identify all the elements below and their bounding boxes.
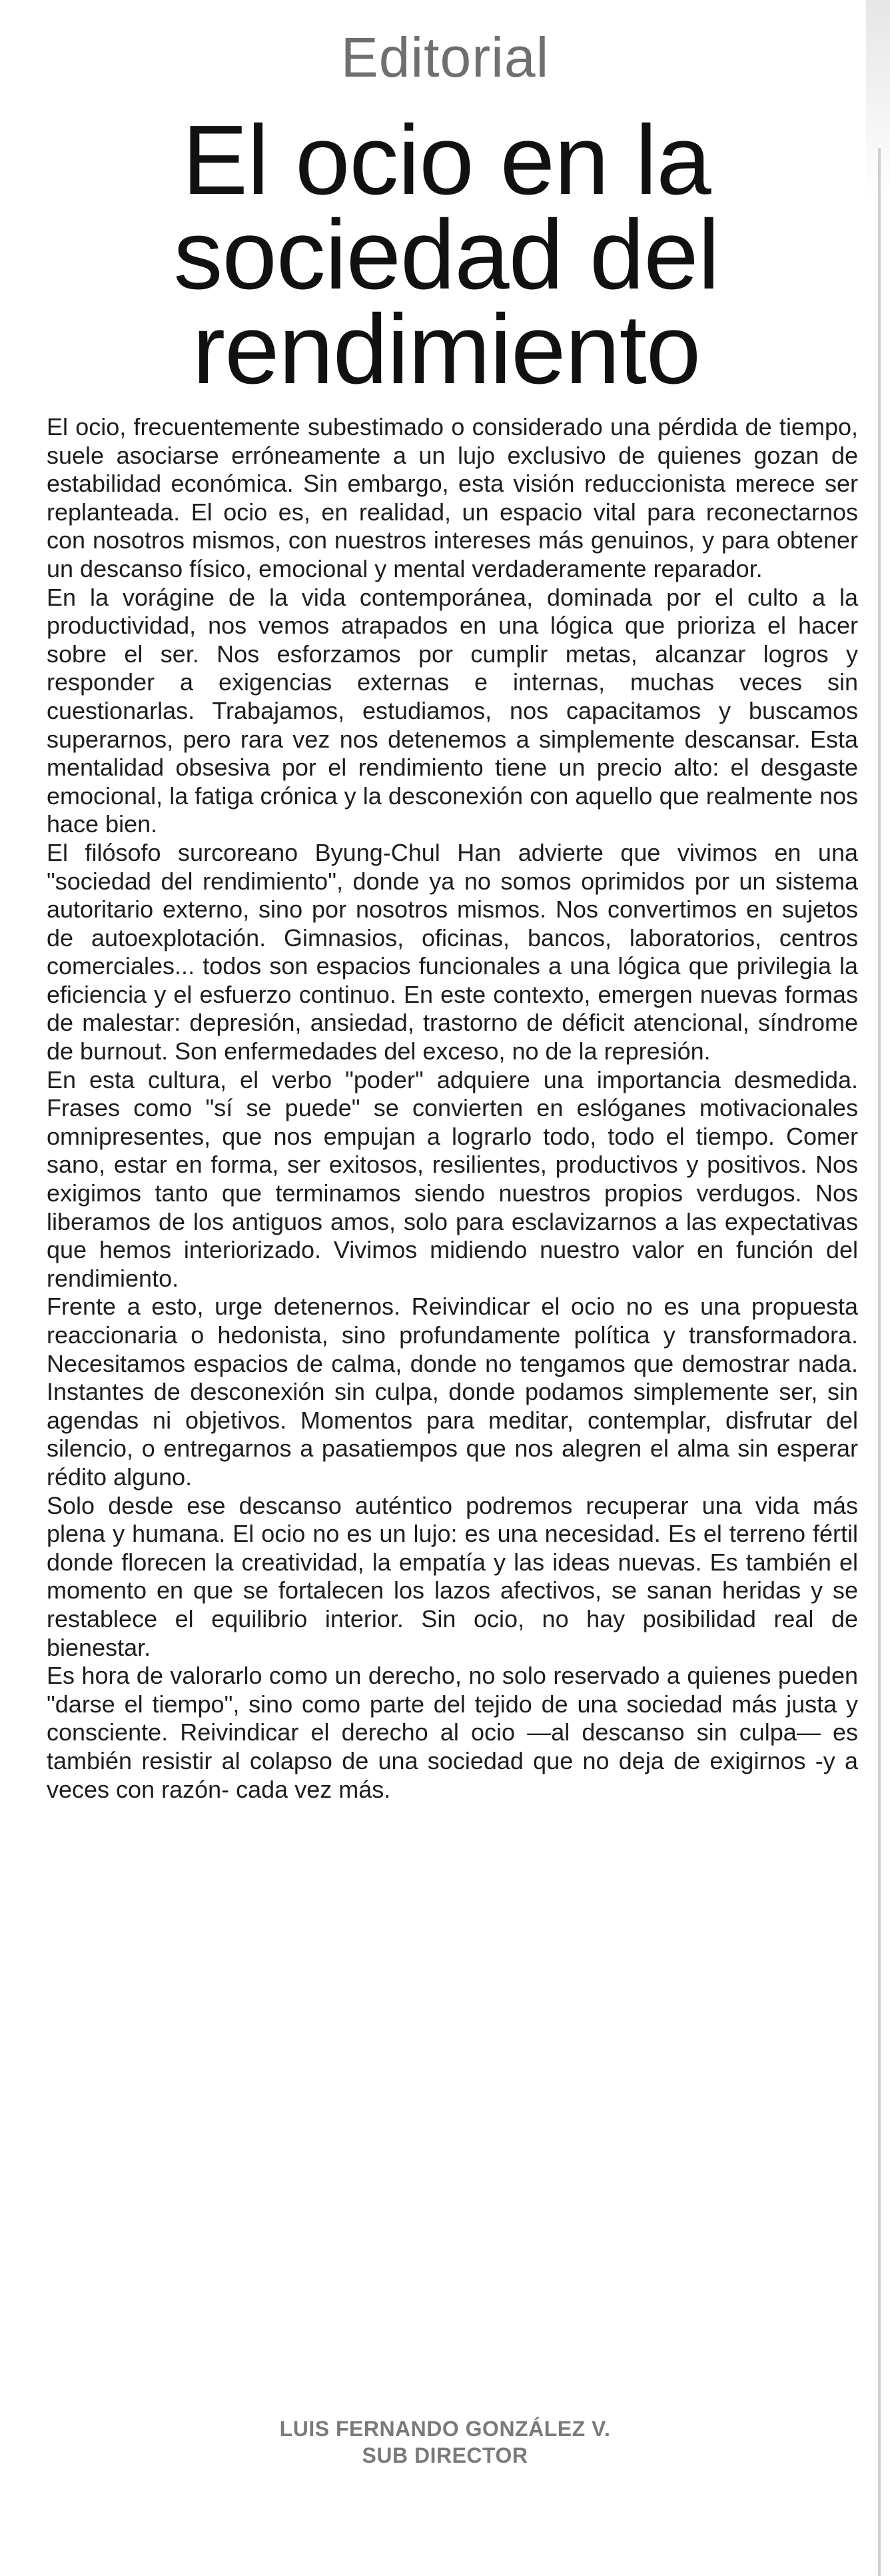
- column-divider: [878, 148, 881, 2576]
- paragraph: Solo desde ese descanso auténtico podremos recuperar una vida más plena y humana. El ocio no es un lujo: es una necesidad. Es el terreno fértil donde florecen la creatividad, la empatía y las ideas nuevas. Es también el momento en que se fortalecen los lazos afectivos, se sanan heridas y se restablece el equilibrio interior. Sin ocio, no hay posibilidad real de bienestar.: [47, 1491, 858, 1661]
- author-signature: [0, 2415, 890, 2469]
- article-body: [47, 413, 858, 1804]
- paragraph: El filósofo surcoreano Byung-Chul Han advierte que vivimos en una "sociedad del rendimiento", donde ya no somos oprimidos por un sistema autoritario externo, sino por nosotros mismos. Nos convertimos en sujetos de autoexplotación. Gimnasios, oficinas, bancos, laboratorios, centros comerciales... todos son espacios funcionales a una lógica que privilegia la eficiencia y el esfuerzo continuo. En este contexto, emergen nuevas formas de malestar: depresión, ansiedad, trastorno de déficit atencional, síndrome de burnout. Son enfermedades del exceso, no de la represión.: [47, 838, 858, 1065]
- author-role: SUB DIRECTOR: [362, 2443, 528, 2467]
- paragraph: En esta cultura, el verbo "poder" adquiere una importancia desmedida. Frases como "sí se puede" se convierten en eslóganes motivacionales omnipresentes, que nos empujan a lograrlo todo, todo el tiempo. Comer sano, estar en forma, ser exitosos, resilientes, productivos y positivos. Nos exigimos tanto que terminamos siendo nuestros propios verdugos. Nos liberamos de los antiguos amos, solo para esclavizarnos a las expectativas que hemos interiorizado. Vivimos midiendo nuestro valor en función del rendimiento.: [47, 1065, 858, 1292]
- paragraph: Frente a esto, urge detenernos. Reivindicar el ocio no es una propuesta reaccionaria o hedonista, sino profundamente política y transformadora. Necesitamos espacios de calma, donde no tengamos que demostrar nada. Instantes de desconexión sin culpa, donde podamos simplemente ser, sin agendas ni objetivos. Momentos para meditar, contemplar, disfrutar del silencio, o entregarnos a pasatiempos que nos alegren el alma sin esperar rédito alguno.: [47, 1293, 858, 1491]
- author-name: LUIS FERNANDO GONZÁLEZ V.: [279, 2417, 611, 2441]
- headline: El ocio en la sociedad del rendimiento: [173, 105, 719, 404]
- paragraph: El ocio, frecuentemente subestimado o considerado una pérdida de tiempo, suele asociarse erróneamente a un lujo exclusivo de quienes gozan de estabilidad económica. Sin embargo, esta visión reduccionista merece ser replanteada. El ocio es, en realidad, un espacio vital para reconectarnos con nosotros mismos, con nuestros intereses más genuinos, y para obtener un descanso físico, emocional y mental verdaderamente reparador.: [47, 413, 858, 582]
- section-label: Editorial: [340, 26, 550, 89]
- paragraph: Es hora de valorarlo como un derecho, no solo reservado a quienes pueden "darse el tiempo", sino como parte del tejido de una sociedad más justa y consciente. Reivindicar el derecho al ocio —al descanso sin culpa— es también resistir al colapso de una sociedad que no deja de exigirnos -y a veces con razón- cada vez más.: [47, 1662, 858, 1803]
- paragraph: En la vorágine de la vida contemporánea, dominada por el culto a la productividad, nos vemos atrapados en una lógica que prioriza el hacer sobre el ser. Nos esforzamos por cumplir metas, alcanzar logros y responder a exigencias externas e internas, muchas veces sin cuestionarlas. Trabajamos, estudiamos, nos capacitamos y buscamos superarnos, pero rara vez nos detenemos a simplemente descansar. Esta mentalidad obsesiva por el rendimiento tiene un precio alto: el desgaste emocional, la fatiga crónica y la desconexión con aquello que realmente nos hace bien.: [47, 583, 858, 838]
